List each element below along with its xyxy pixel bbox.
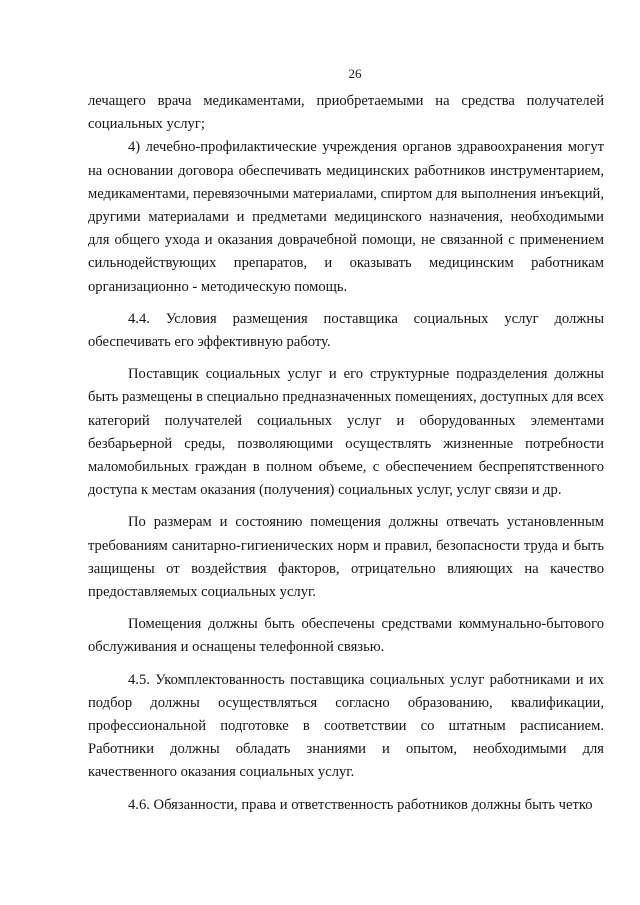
paragraph-premises-equipment: Помещения должны быть обеспечены средствами коммунально-бытового обслуживания и оснащены телефонной связью. [88, 616, 604, 656]
paragraph-continuation: лечащего врача медикаментами, приобретаемыми на средства получателей социальных услуг; [88, 93, 604, 133]
document-body [88, 90, 604, 817]
paragraph-placement: Поставщик социальных услуг и его структурные подразделения должны быть размещены в специально предназначенных помещениях, доступных для всех категорий получателей социальных услуг и оборудованных элементами безбарьерной среды, позволяющими осуществлять жизненные потребности маломобильных граждан в полном объеме, с обеспечением беспрепятственного доступа к местам оказания (получения) социальных услуг, услуг связи и др. [88, 366, 604, 499]
paragraph-section-4-4: 4.4. Условия размещения поставщика социальных услуг должны обеспечивать его эффективную работу. [88, 310, 604, 351]
page-number: 26 [348, 66, 362, 81]
paragraph-section-4-5: 4.5. Укомплектованность поставщика социальных услуг работниками и их подбор должны осуществляться согласно образованию, квалификации, профессиональной подготовке в соответствии со штатным расписанием. Работники должны обладать знаниями и опытом, необходимыми для качественного оказания социальных услуг. [88, 671, 604, 781]
paragraph-list-item-4: 4) лечебно-профилактические учреждения органов здравоохранения могут на основании договора обеспечивать медицинских работников инструментарием, медикаментами, перевязочными материалами, спиртом для выполнения инъекций, другими материалами и предметами медицинского назначения, необходимыми для общего ухода и оказания доврачебной помощи, не связанной с применением сильнодействующих препаратов, и оказывать медицинским работникам организационно - методическую помощь. [88, 139, 604, 295]
paragraph-section-4-6: 4.6. Обязанности, права и ответственность работников должны быть четко [128, 796, 593, 813]
paragraph-premises-requirements: По размерам и состоянию помещения должны отвечать установленным требованиям санитарно-гигиенических норм и правил, безопасности труда и быть защищены от воздействия факторов, отрицательно влияющих на качество предоставляемых социальных услуг. [88, 514, 604, 601]
